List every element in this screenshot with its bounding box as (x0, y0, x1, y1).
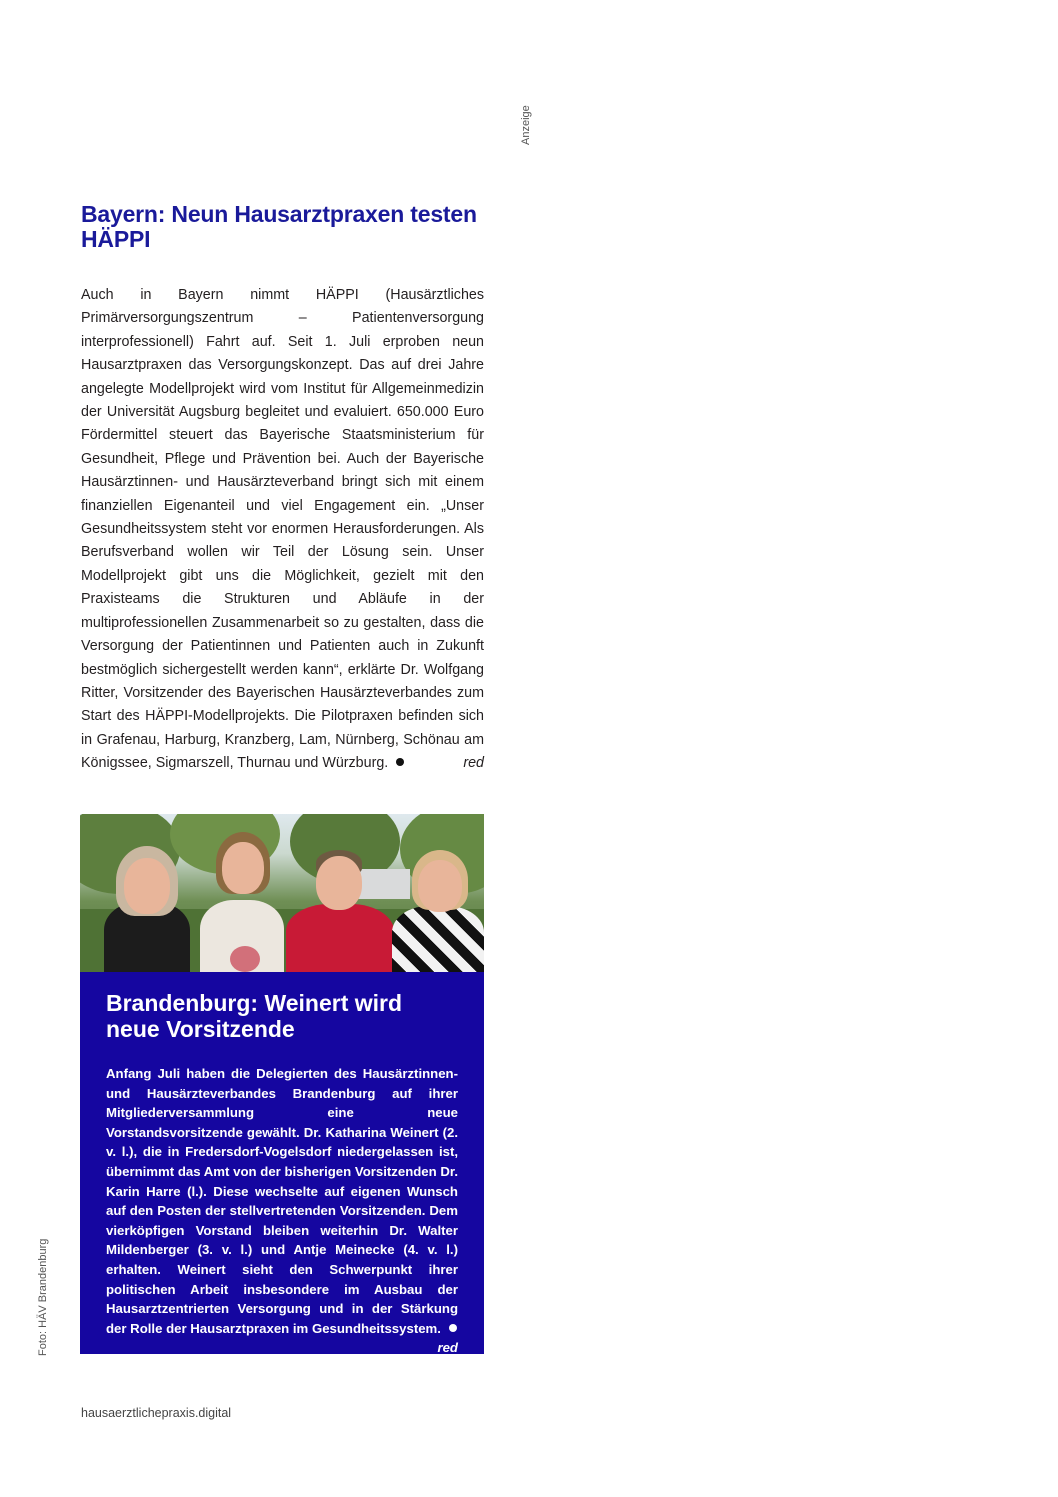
article-bayern (81, 202, 484, 776)
author-label: red (437, 1340, 458, 1356)
article-text: Anfang Juli haben die Delegierten des Hausärztinnen- und Hausärzteverbandes Brandenburg auf ihrer Mitgliederversammlung eine neue Vorstandsvorsitzende gewählt. Dr. Katharina Weinert (2. v. l.), die in Fredersdorf-Vogelsdorf niedergelassen ist, übernimmt das Amt von der bisherigen Vorsitzenden Dr. Karin Harre (l.). Diese wechselte auf eigenen Wunsch auf den Posten der stellvertretenden Vorsitzenden. Dem vierköpfigen Vorstand bleiben weiterhin Dr. Walter Mildenberger (3. v. l.) und Antje Meinecke (4. v. l.) erhalten. Weinert sieht den Schwerpunkt ihrer politischen Arbeit insbesondere im Ausbau der Hausarztzentrierten Versorgung und in der Stärkung der Rolle der Hausarztpraxen im Gesundheitssystem. (106, 1066, 458, 1336)
end-bullet-icon (449, 1324, 457, 1332)
ad-label: Anzeige (520, 105, 532, 145)
article-body (106, 1064, 458, 1356)
article-body (81, 284, 484, 776)
group-photo (80, 814, 484, 972)
footer-url: hausaerztlichepraxis.digital (81, 1406, 232, 1420)
article-text: Auch in Bayern nimmt HÄPPI (Hausärztliches Primärversorgungszentrum – Patientenversorgung interprofessionell) Fahrt auf. Seit 1. Juli erproben neun Hausarztpraxen das Versorgungskonzept. Das auf drei Jahre angelegte Modellprojekt wird vom Institut für Allgemeinmedizin der Universität Augsburg begleitet und evaluiert. 650.000 Euro Fördermittel steuert das Bayerische Staatsministerium für Gesundheit, Pflege und Prävention bei. Auch der Bayerische Hausärztinnen- und Hausärzteverband bringt sich mit einem finanziellen Eigenanteil und viel Engagement ein. „Unser Gesundheitssystem steht vor enormen Herausforderungen. Als Berufsverband wollen wir Teil der Lösung sein. Unser Modellprojekt gibt uns die Möglichkeit, gezielt mit den Praxisteams die Strukturen und Abläufe in der multiprofessionellen Zusammenarbeit so zu gestalten, dass die Versorgung der Patientinnen und Patienten auch in Zukunft bestmöglich sichergestellt werden kann“, erklärte Dr. Wolfgang Ritter, Vorsitzender des Bayerischen Hausärzteverbandes zum Start des HÄPPI-Modellprojekts. Die Pilotpraxen befinden sich in Grafenau, Harburg, Kranzberg, Lam, Nürnberg, Schönau am Königssee, Sigmarszell, Thurnau und Würzburg. (81, 287, 484, 772)
article-title: Brandenburg: Weinert wird neue Vorsitzende (106, 990, 403, 1042)
author-label: red (463, 755, 484, 772)
article-title: Bayern: Neun Hausarztpraxen testen HÄPPI (81, 201, 477, 252)
article-brandenburg (80, 972, 484, 1354)
photo-credit: Foto: HÄV Brandenburg (37, 1238, 49, 1356)
end-bullet-icon (396, 758, 404, 766)
